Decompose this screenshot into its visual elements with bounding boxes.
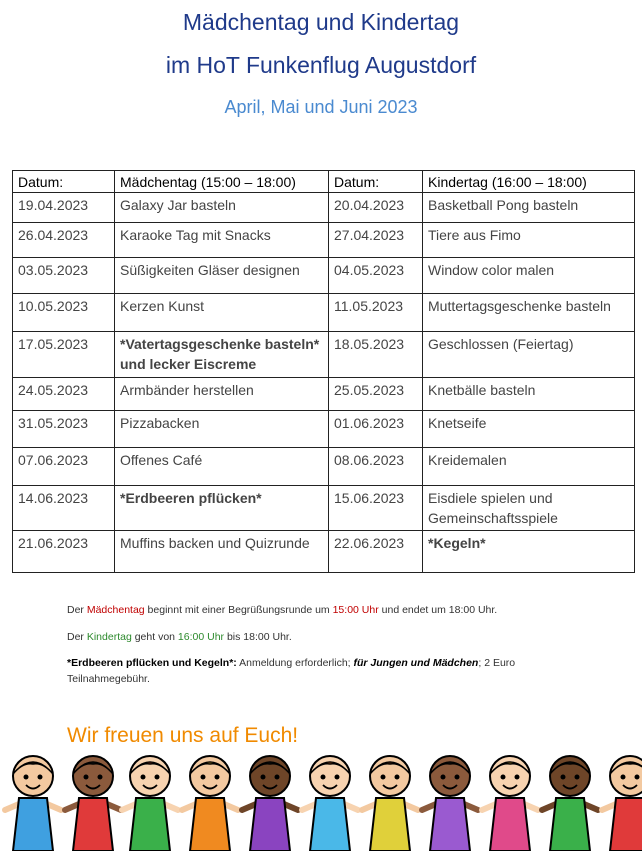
activity-cell: Karaoke Tag mit Snacks	[115, 223, 329, 258]
page-title: Mädchentag und Kindertag	[182, 9, 460, 35]
activity-cell: Eisdiele spielen und Gemeinschaftsspiele	[423, 486, 635, 531]
table-row	[13, 193, 635, 223]
note-text: Der	[67, 604, 87, 616]
activity-cell: Knetseife	[423, 411, 635, 448]
activity-cell: Muffins backen und Quizrunde	[115, 531, 329, 573]
note-text: bis 18:00 Uhr.	[224, 631, 292, 643]
date-cell: 17.05.2023	[13, 332, 115, 378]
header-date-1: Datum:	[13, 171, 115, 193]
note-bold-italic: für Jungen und Mädchen	[353, 657, 479, 669]
activity-cell: Armbänder herstellen	[115, 378, 329, 411]
header-maedchentag: Mädchentag (15:00 – 18:00)	[115, 171, 329, 193]
table-header-row	[13, 171, 635, 193]
date-cell: 25.05.2023	[329, 378, 423, 411]
date-cell: 26.04.2023	[13, 223, 115, 258]
note-text: ; 2 Euro Teilnahmegebühr.	[67, 657, 516, 685]
table-row	[13, 486, 635, 531]
activity-cell: *Kegeln*	[423, 531, 635, 573]
note-text: und endet um 18:00 Uhr.	[378, 604, 498, 616]
note-maedchentag	[67, 602, 587, 618]
date-cell: 14.06.2023	[13, 486, 115, 531]
date-cell: 22.06.2023	[329, 531, 423, 573]
date-cell: 04.05.2023	[329, 258, 423, 294]
date-cell: 18.05.2023	[329, 332, 423, 378]
note-text: beginnt mit einer Begrüßungsrunde um	[144, 604, 333, 616]
page-subtitle: April, Mai und Juni 2023	[224, 97, 418, 117]
page-title-line2: im HoT Funkenflug Augustdorf	[165, 52, 477, 78]
header-kindertag: Kindertag (16:00 – 18:00)	[423, 171, 635, 193]
table-row	[13, 378, 635, 411]
note-kindertag	[67, 629, 587, 645]
activity-cell: Offenes Café	[115, 448, 329, 486]
note-text: geht von	[131, 631, 178, 643]
activity-cell: *Vatertagsgeschenke basteln* und lecker Eiscreme	[115, 332, 329, 378]
date-cell: 03.05.2023	[13, 258, 115, 294]
header-date-2: Datum:	[329, 171, 423, 193]
activity-cell: Kerzen Kunst	[115, 294, 329, 332]
activity-cell: Geschlossen (Feiertag)	[423, 332, 635, 378]
table-row	[13, 531, 635, 573]
closing-text: Wir freuen uns auf Euch!	[67, 724, 299, 747]
date-cell: 31.05.2023	[13, 411, 115, 448]
note-registration	[67, 655, 587, 687]
note-bold: *Erdbeeren pflücken und Kegeln*:	[67, 657, 237, 669]
table-row	[13, 332, 635, 378]
table-row	[13, 223, 635, 258]
schedule-table	[12, 170, 635, 573]
table-row	[13, 411, 635, 448]
activity-cell: Window color malen	[423, 258, 635, 294]
table-row	[13, 258, 635, 294]
date-cell: 19.04.2023	[13, 193, 115, 223]
date-cell: 15.06.2023	[329, 486, 423, 531]
date-cell: 21.06.2023	[13, 531, 115, 573]
note-text: Der	[67, 631, 87, 643]
date-cell: 07.06.2023	[13, 448, 115, 486]
date-cell: 24.05.2023	[13, 378, 115, 411]
activity-cell: Tiere aus Fimo	[423, 223, 635, 258]
table-row	[13, 294, 635, 332]
date-cell: 20.04.2023	[329, 193, 423, 223]
activity-cell: *Erdbeeren pflücken*	[115, 486, 329, 531]
date-cell: 11.05.2023	[329, 294, 423, 332]
activity-cell: Muttertagsgeschenke basteln	[423, 294, 635, 332]
note-highlight: 16:00 Uhr	[177, 631, 225, 643]
activity-cell: Basketball Pong basteln	[423, 193, 635, 223]
children-holding-hands-icon	[0, 748, 642, 851]
date-cell: 01.06.2023	[329, 411, 423, 448]
date-cell: 10.05.2023	[13, 294, 115, 332]
activity-cell: Knetbälle basteln	[423, 378, 635, 411]
note-highlight: Mädchentag	[86, 604, 145, 616]
table-row	[13, 448, 635, 486]
note-highlight: Kindertag	[86, 631, 132, 643]
activity-cell: Kreidemalen	[423, 448, 635, 486]
activity-cell: Galaxy Jar basteln	[115, 193, 329, 223]
note-highlight: 15:00 Uhr	[332, 604, 379, 616]
activity-cell: Pizzabacken	[115, 411, 329, 448]
date-cell: 08.06.2023	[329, 448, 423, 486]
date-cell: 27.04.2023	[329, 223, 423, 258]
note-text: Anmeldung erforderlich;	[236, 657, 354, 669]
activity-cell: Süßigkeiten Gläser designen	[115, 258, 329, 294]
